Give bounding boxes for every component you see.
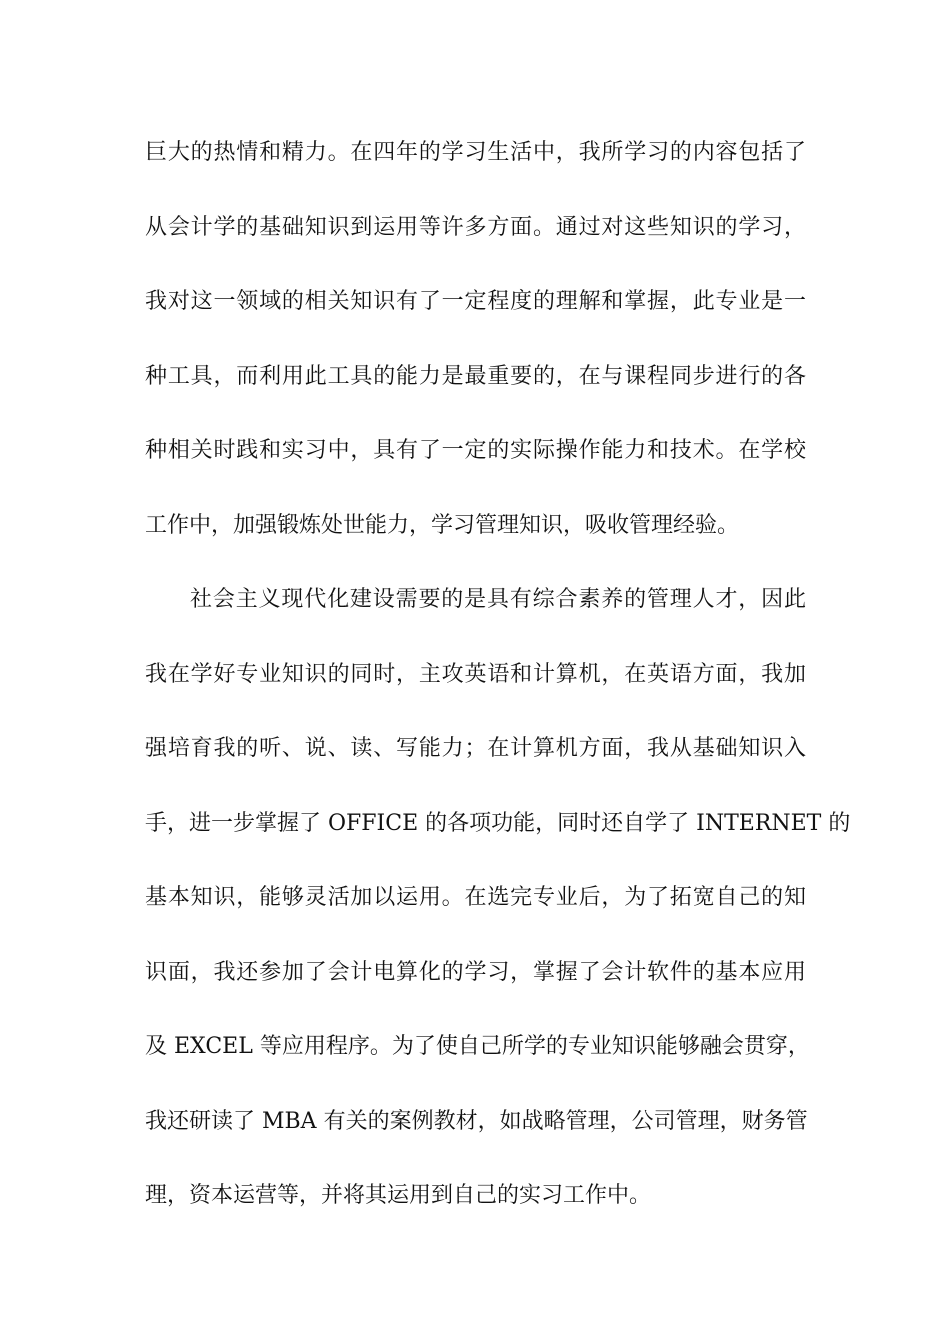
text-line: 我还研读了 MBA 有关的案例教材，如战略管理，公司管理，财务管 <box>145 1108 808 1134</box>
text-line: 手，进一步掌握了 OFFICE 的各项功能，同时还自学了 INTERNET 的 <box>145 810 851 836</box>
text-line: 我在学好专业知识的同时，主攻英语和计算机，在英语方面，我加 <box>145 661 806 687</box>
document-page <box>145 116 851 1234</box>
text-line: 强培育我的听、说、读、写能力；在计算机方面，我从基础知识入 <box>145 736 806 761</box>
text-line: 巨大的热情和精力。在四年的学习生活中，我所学习的内容包括了 <box>145 140 806 165</box>
text-line: 社会主义现代化建设需要的是具有综合素养的管理人才，因此 <box>190 587 806 612</box>
text-line: 基本知识，能够灵活加以运用。在选完专业后，为了拓宽自己的知 <box>145 885 806 910</box>
text-line: 识面，我还参加了会计电算化的学习，掌握了会计软件的基本应用 <box>145 959 806 985</box>
text-line: 我对这一领域的相关知识有了一定程度的理解和掌握，此专业是一 <box>145 289 806 314</box>
paragraph <box>145 563 851 1234</box>
text-line: 种工具，而利用此工具的能力是最重要的，在与课程同步进行的各 <box>145 363 806 389</box>
text-line: 从会计学的基础知识到运用等许多方面。通过对这些知识的学习， <box>145 214 806 240</box>
text-line: 种相关时践和实习中，具有了一定的实际操作能力和技术。在学校 <box>145 438 806 463</box>
paragraph <box>145 116 806 563</box>
text-line: 及 EXCEL 等应用程序。为了使自己所学的专业知识能够融会贯穿， <box>145 1034 810 1059</box>
text-line: 工作中，加强锻炼处世能力，学习管理知识，吸收管理经验。 <box>145 512 740 538</box>
text-line: 理，资本运营等，并将其运用到自己的实习工作中。 <box>145 1183 652 1208</box>
